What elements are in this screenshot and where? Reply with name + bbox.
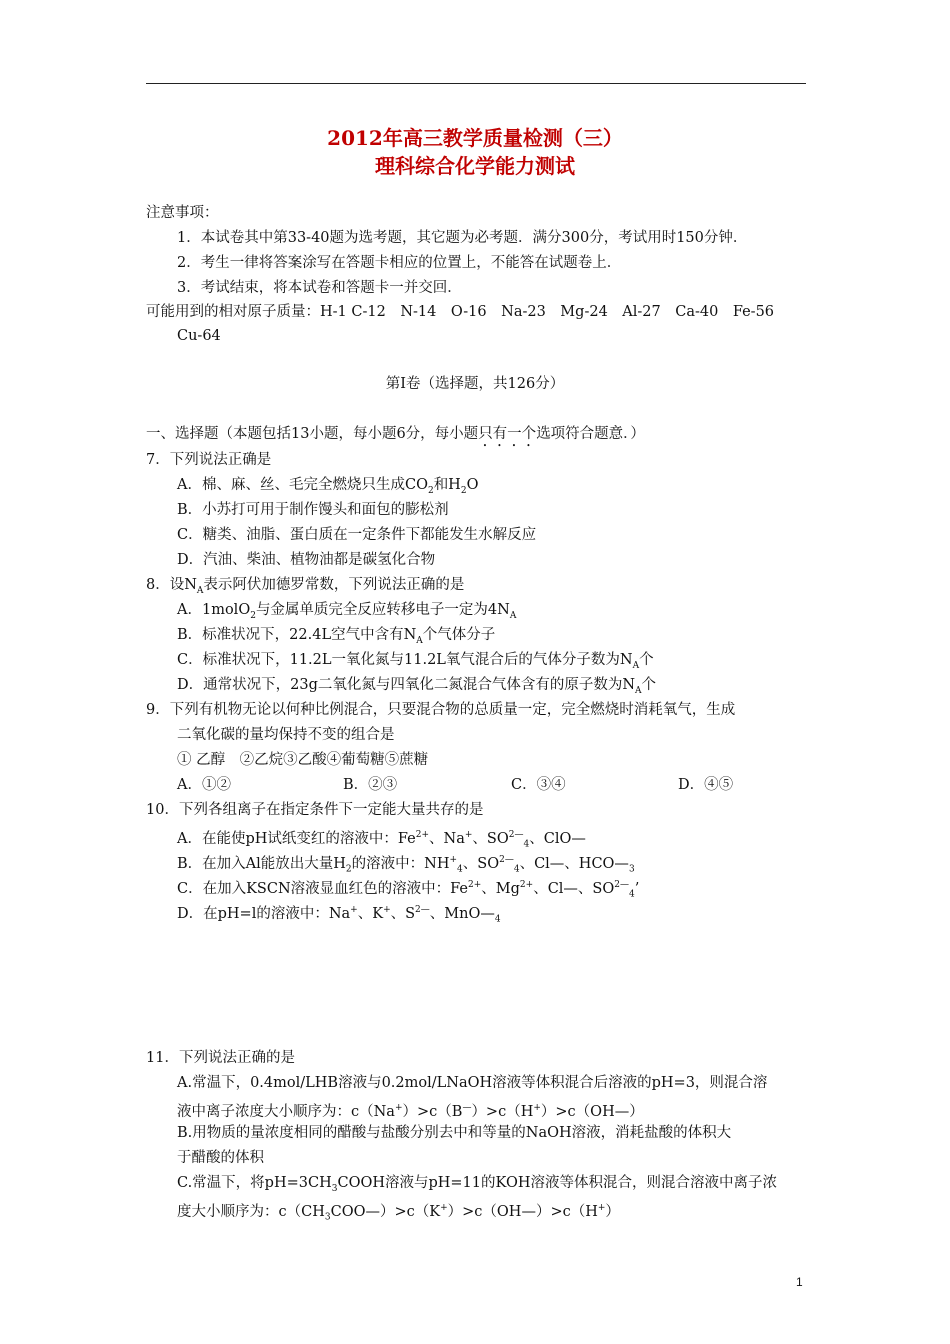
- q7-option-a: A．棉、麻、丝、毛完全燃烧只生成$CO_2$和$H_2O$: [177, 477, 479, 496]
- q9-stem: 9．下列有机物无论以何种比例混合，只要混合物的总质量一定，完全燃烧时消耗氧气，生成: [146, 702, 736, 718]
- notice-item-2: 2．考生一律将答案涂写在答题卡相应的位置上，不能答在试题卷上．: [177, 255, 622, 271]
- instruction-emphasis: 只有一个: [478, 426, 537, 442]
- notice-item-3: 3．考试结束，将本试卷和答题卡一并交回．: [177, 280, 462, 296]
- q9-option-a: A．①②: [177, 777, 231, 793]
- q9-option-c: C．③④: [511, 777, 566, 793]
- q10-option-d: D．在pH=l的溶液中：Na+、K+、$S^{2—}$、$MnO—_4$: [177, 905, 501, 925]
- notice-heading: 注意事项：: [146, 205, 219, 221]
- q7-option-d: D．汽油、柴油、植物油都是碳氢化合物: [177, 552, 436, 568]
- q11-option-a-cont: 液中离子浓度大小顺序为：c（Na+）>c（B—）>c（H+）>c（OH—）: [177, 1103, 644, 1120]
- q8-option-b: B．标准状况下，22.4L空气中含有$N_A$个气体分子: [177, 627, 496, 646]
- q11-option-c: C.常温下，将$pH=3CH_3COOH$溶液与pH=11的KOH溶液等体积混合，则混合溶液中离子浓: [177, 1175, 777, 1194]
- q8-stem: 8．设$N_A$表示阿伏加德罗常数，下列说法正确的是: [146, 577, 465, 596]
- q9-stem-cont: 二氧化碳的量均保持不变的组合是: [177, 727, 395, 743]
- header-rule: [146, 83, 806, 84]
- exam-subtitle: 理科综合化学能力测试: [375, 154, 575, 178]
- q11-stem: 11．下列说法正确的是: [146, 1050, 295, 1066]
- section-instruction: [146, 424, 645, 450]
- q7-stem: 7．下列说法正确是: [146, 452, 272, 468]
- q11-option-c-cont: 度大小顺序为：$c(CH_3COO—)>c(K^+)>c(OH—)>c(H^+)$: [177, 1203, 620, 1223]
- q8-option-d: D．通常状况下，23g二氧化氮与四氧化二氮混合气体含有的原子数为$N_A$个: [177, 677, 657, 696]
- q11-option-b-cont: 于醋酸的体积: [177, 1150, 264, 1166]
- instruction-prefix: 一、选择题（本题包括13小题，每小题6分，每小题: [146, 426, 479, 442]
- q10-option-a: A．在能使pH试纸变红的溶液中：$Fe^{2+}$、Na+、$SO^{2—}_4$、ClO—: [177, 830, 586, 850]
- q9-option-d: D．④⑤: [678, 777, 734, 793]
- q8-option-c: C．标准状况下，11.2L一氧化氮与11.2L氧气混合后的气体分子数为$N_A$个: [177, 652, 654, 671]
- section-title: 第Ⅰ卷（选择题，共126分）: [385, 376, 565, 392]
- q9-option-b: B．②③: [343, 777, 398, 793]
- q8-option-a: A．1molO$_2$与金属单质完全反应转移电子一定为$4N_A$: [177, 602, 517, 621]
- notice-item-1: 1．本试卷其中第33-40题为选考题，其它题为必考题．满分300分，考试用时150分钟．: [177, 230, 748, 246]
- q11-option-a: A.常温下，0.4mol/LHB溶液与0.2mol/LNaOH溶液等体积混合后溶液的pH=3，则混合溶: [177, 1075, 768, 1091]
- q10-stem: 10．下列各组离子在指定条件下一定能大量共存的是: [146, 802, 484, 818]
- q7-option-b: B．小苏打可用于制作馒头和面包的膨松剂: [177, 502, 449, 518]
- q10-option-c: C．在加入KSCN溶液显血红色的溶液中：$Fe^{2+}$、$Mg^{2+}$、Cl—、$SO^{2—}_4$’: [177, 880, 640, 900]
- q7-option-c: C．糖类、油脂、蛋白质在一定条件下都能发生水解反应: [177, 527, 537, 543]
- q9-items: ① 乙醇 ②乙烷③乙酸④葡萄糖⑤蔗糖: [177, 752, 429, 768]
- instruction-suffix: 选项符合题意．）: [536, 426, 645, 442]
- q10-option-b: B．在加入Al能放出大量$H_2$的溶液中：$NH^+_4$、$SO^{2—}_4$、Cl—、$HCO—_3$: [177, 855, 635, 875]
- exam-title: 2012年高三教学质量检测（三）: [327, 126, 623, 150]
- atomic-mass-line: 可能用到的相对原子质量：H-1 C-12 N-14 O-16 Na-23 Mg-24 Al-27 Ca-40 Fe-56: [146, 304, 775, 320]
- atomic-mass-line-cont: Cu-64: [177, 328, 221, 344]
- q11-option-b: B.用物质的量浓度相同的醋酸与盐酸分别去中和等量的NaOH溶液，消耗盐酸的体积大: [177, 1125, 732, 1141]
- page-number: 1: [796, 1275, 803, 1289]
